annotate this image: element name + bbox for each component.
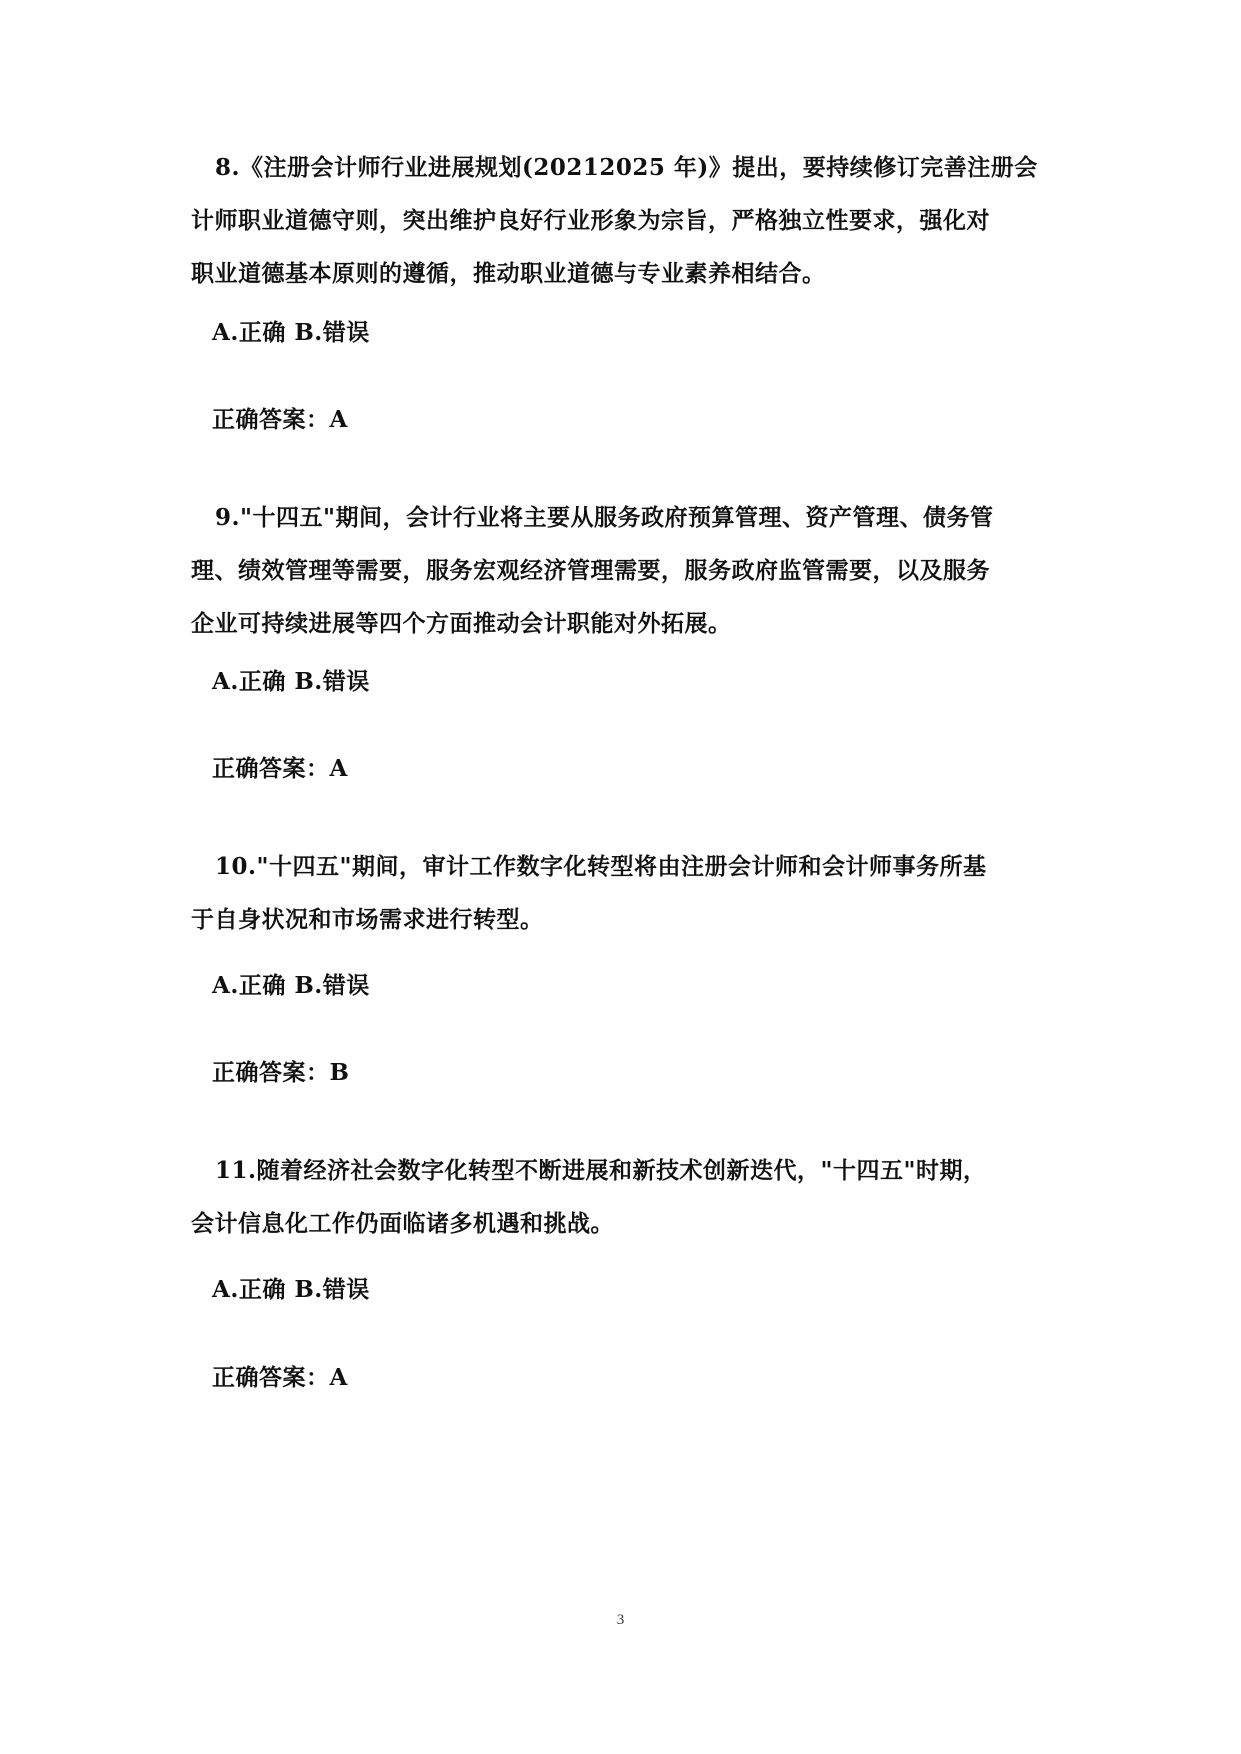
question-line: 10."十四五"期间，审计工作数字化转型将由注册会计师和会计师事务所基	[215, 853, 987, 880]
question-line: 会计信息化工作仍面临诸多机遇和挑战。	[191, 1210, 614, 1237]
question-8-answer: 正确答案：A	[212, 406, 348, 433]
question-10-text	[191, 840, 1069, 946]
question-line: 职业道德基本原则的遵循，推动职业道德与专业素养相结合。	[191, 260, 826, 287]
question-10-options: A.正确 B.错误	[212, 972, 370, 999]
question-line: 9."十四五"期间，会计行业将主要从服务政府预算管理、资产管理、债务管	[215, 504, 994, 531]
question-10-answer: 正确答案：B	[212, 1059, 350, 1086]
question-line: 理、绩效管理等需要，服务宏观经济管理需要，服务政府监管需要，以及服务	[191, 557, 990, 584]
question-9-options: A.正确 B.错误	[212, 668, 370, 695]
question-line: 企业可持续进展等四个方面推动会计职能对外拓展。	[191, 610, 732, 637]
question-line: 于自身状况和市场需求进行转型。	[191, 906, 544, 933]
question-11-options: A.正确 B.错误	[212, 1276, 370, 1303]
question-9-text	[191, 491, 1069, 650]
question-line: 8.《注册会计师行业进展规划(20212025 年)》提出，要持续修订完善注册会	[215, 154, 1038, 181]
question-11-answer: 正确答案：A	[212, 1364, 348, 1391]
question-8-options: A.正确 B.错误	[212, 319, 370, 346]
question-11-text	[191, 1144, 1069, 1250]
question-line: 11.随着经济社会数字化转型不断进展和新技术创新迭代，"十四五"时期，	[215, 1157, 987, 1184]
question-8-text	[191, 141, 1069, 300]
question-9-answer: 正确答案：A	[212, 755, 348, 782]
page-number: 3	[616, 1612, 625, 1628]
question-line: 计师职业道德守则，突出维护良好行业形象为宗旨，严格独立性要求，强化对	[191, 207, 990, 234]
